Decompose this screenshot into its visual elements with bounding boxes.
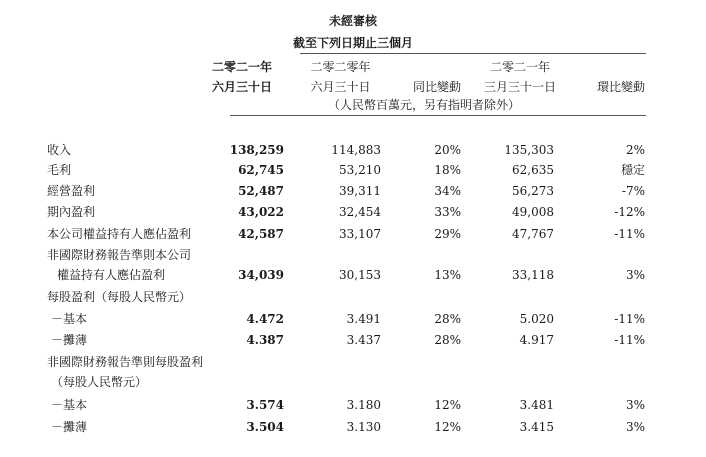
cell: 28%	[434, 312, 461, 326]
cell: 138,259	[229, 143, 284, 157]
header-rule-bottom	[230, 115, 646, 116]
row-label-period-profit: 期內盈利	[47, 205, 96, 219]
cell: 2%	[625, 143, 645, 157]
cell: 53,210	[339, 163, 381, 177]
cell: 29%	[434, 227, 461, 241]
cell: -11%	[614, 227, 645, 241]
cell: 32,454	[339, 205, 381, 219]
cell: 3.504	[246, 420, 284, 434]
cell: 3.491	[346, 312, 381, 326]
col2-date: 六月三十日	[310, 80, 371, 94]
cell: 18%	[434, 163, 461, 177]
cell: 135,303	[504, 143, 554, 157]
row-label-non-ifrs-attributable-line2: 權益持有人應佔盈利	[57, 268, 166, 282]
col5-label: 環比變動	[596, 80, 645, 94]
col1-year: 二零二一年	[211, 60, 272, 74]
col3-label: 同比變動	[412, 80, 461, 94]
row-label-eps-section: 每股盈利（每股人民幣元）	[47, 290, 192, 304]
cell: 穩定	[620, 163, 645, 177]
cell: 3.481	[519, 398, 554, 412]
cell: 12%	[434, 398, 461, 412]
cell: 114,883	[331, 143, 381, 157]
cell: 56,273	[512, 184, 554, 198]
cell: 3.437	[346, 333, 381, 347]
cell: 3.415	[519, 420, 554, 434]
row-label-eps-basic: －基本	[51, 312, 88, 326]
cell: 5.020	[519, 312, 554, 326]
cell: -12%	[614, 205, 645, 219]
row-label-gross-profit: 毛利	[47, 163, 72, 177]
header-period: 截至下列日期止三個月	[292, 36, 413, 50]
cell: 3%	[625, 420, 645, 434]
cell: 39,311	[339, 184, 381, 198]
col1-date: 六月三十日	[211, 80, 272, 94]
row-label-non-ifrs-attributable: 非國際財務報告準則本公司	[47, 248, 192, 262]
cell: 34%	[434, 184, 461, 198]
cell: 3.180	[346, 398, 381, 412]
header-rule-top	[300, 53, 646, 54]
cell: 13%	[434, 268, 461, 282]
cell: 28%	[434, 333, 461, 347]
header-unaudited: 未經審核	[328, 14, 377, 28]
row-label-attributable-profit: 本公司權益持有人應佔盈利	[47, 227, 192, 241]
unit-note: （人民幣百萬元，另有指明者除外）	[328, 98, 521, 112]
cell: 30,153	[339, 268, 381, 282]
row-label-eps-diluted: －攤薄	[51, 333, 88, 347]
col2-year: 二零二零年	[310, 60, 371, 74]
row-label-non-ifrs-eps-basic: －基本	[51, 398, 88, 412]
cell: 33,118	[512, 268, 554, 282]
cell: 12%	[434, 420, 461, 434]
cell: 4.387	[246, 333, 284, 347]
row-label-operating-profit: 經營盈利	[47, 184, 96, 198]
cell: 34,039	[238, 268, 284, 282]
cell: 20%	[434, 143, 461, 157]
cell: 62,635	[512, 163, 554, 177]
cell: -11%	[614, 333, 645, 347]
cell: 52,487	[238, 184, 284, 198]
cell: 4.917	[519, 333, 554, 347]
cell: 3.130	[346, 420, 381, 434]
cell: 3%	[625, 268, 645, 282]
cell: 42,587	[238, 227, 284, 241]
cell: 62,745	[238, 163, 284, 177]
cell: 33%	[434, 205, 461, 219]
col4-year: 二零二一年	[489, 60, 550, 74]
row-label-non-ifrs-eps-section-line2: （每股人民幣元）	[51, 375, 148, 389]
cell: 49,008	[512, 205, 554, 219]
cell: 3%	[625, 398, 645, 412]
col4-date: 三月三十一日	[483, 80, 556, 94]
cell: 33,107	[339, 227, 381, 241]
cell: 43,022	[238, 205, 284, 219]
row-label-non-ifrs-eps-diluted: －攤薄	[51, 420, 88, 434]
row-label-revenue: 收入	[47, 143, 72, 157]
cell: 3.574	[246, 398, 284, 412]
cell: -7%	[621, 184, 645, 198]
cell: 4.472	[246, 312, 284, 326]
cell: -11%	[614, 312, 645, 326]
cell: 47,767	[512, 227, 554, 241]
row-label-non-ifrs-eps-section: 非國際財務報告準則每股盈利	[47, 355, 204, 369]
